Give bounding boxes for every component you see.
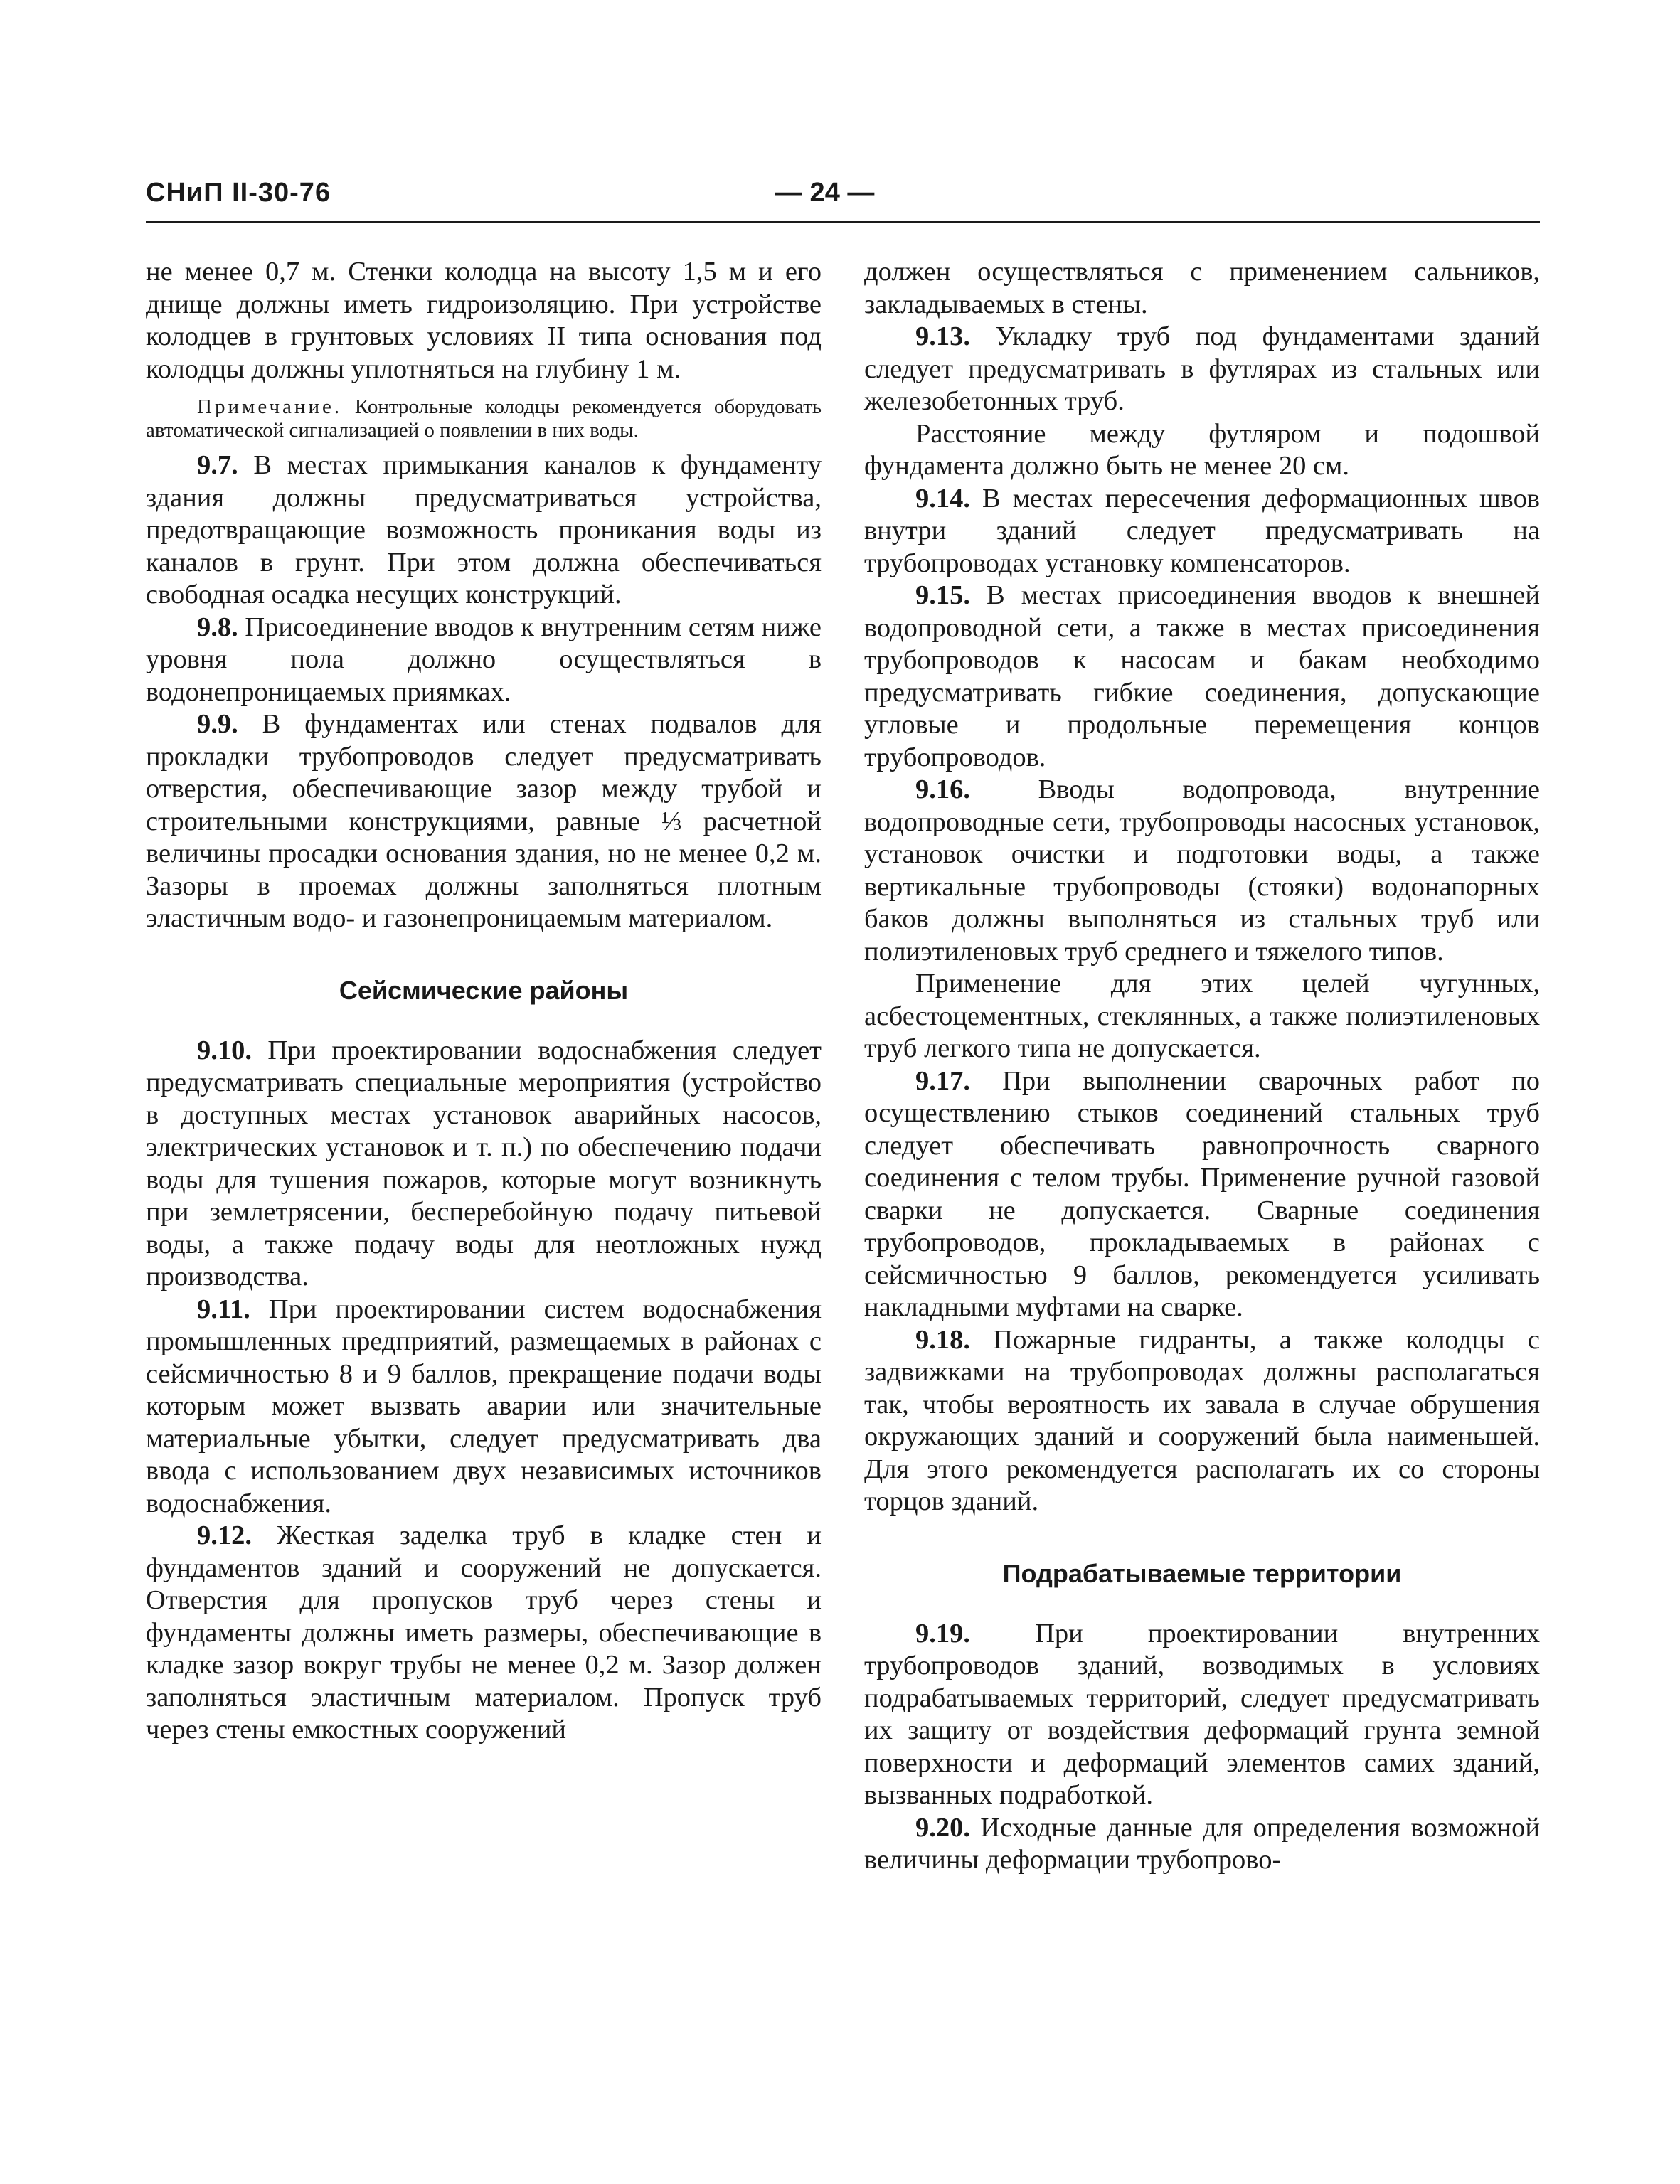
- note: [146, 395, 822, 442]
- clause-text: Присоединение вводов к внутренним сетям ниже уровня пола должно осуществляться в водонепроницаемых приямках.: [146, 612, 822, 707]
- clause-text: Исходные данные для определения возможной величины деформации трубопрово-: [864, 1812, 1540, 1875]
- clause-9-11: [146, 1294, 822, 1520]
- clause-number: 9.15.: [915, 580, 970, 610]
- header-rule: [146, 221, 1540, 223]
- clause-text: При проектировании внутренних трубопроводов зданий, возводимых в условиях подрабатываемых территорий, следует предусматривать их защиту от воздействия деформаций грунта земной поверхности и деформаций элементов самих зданий, вызванных подработкой.: [864, 1618, 1540, 1810]
- clause-9-18: [864, 1324, 1540, 1518]
- clause-9-20: [864, 1812, 1540, 1877]
- clause-text: Вводы водопровода, внутренние водопроводные сети, трубопроводы насосных установок, установок очистки и подготовки воды, а также вертикальные трубопроводы (стояки) водонапорных баков должны выполняться из стальных труб или полиэтиленовых труб среднего и тяжелого типов.: [864, 774, 1540, 966]
- document-code: СНиП II-30-76: [146, 178, 331, 208]
- clause-text: При выполнении сварочных работ по осуществлению стыков соединений стальных труб следует обеспечивать равнопрочность сварного соединения с телом трубы. Применение ручной газовой сварки не допускается. Сварные соединения трубопроводов, прокладываемых в районах с сейсмичностью 9 баллов, рекомендуется усиливать накладными муфтами на сварке.: [864, 1065, 1540, 1322]
- clause-number: 9.9.: [197, 709, 238, 739]
- clause-number: 9.12.: [197, 1520, 252, 1550]
- clause-number: 9.14.: [915, 483, 970, 513]
- clause-9-16: [864, 774, 1540, 968]
- page-number: — 24 —: [775, 178, 875, 208]
- clause-text: В фундаментах или стенах подвалов для прокладки трубопроводов следует предусматривать отверстия, обеспечивающие зазор между трубой и строительными конструкциями, равные ⅓ расчетной величины просадки основания здания, но не менее 0,2 м. Зазоры в проемах должны заполняться плотным эластичным водо- и газонепроницаемым материалом.: [146, 709, 822, 933]
- note-text: Контрольные колодцы рекомендуется оборудовать автоматической сигнализацией о появлении в них воды.: [146, 395, 822, 442]
- clause-number: 9.11.: [197, 1294, 250, 1324]
- clause-9-13: [864, 321, 1540, 418]
- clause-text: В местах примыкания каналов к фундаменту здания должны предусматриваться устройства, предотвращающие возможность проникания воды из каналов в грунт. При этом должна обеспечиваться свободная осадка несущих конструкций.: [146, 450, 822, 609]
- clause-text: В местах присоединения вводов к внешней водопроводной сети, а также в местах присоединения трубопроводов к насосам и бакам необходимо предусматривать гибкие соединения, допускающие угловые и продольные перемещения концов трубопроводов.: [864, 580, 1540, 772]
- clause-9-8: [146, 612, 822, 709]
- clause-number: 9.18.: [915, 1324, 970, 1355]
- clause-9-15: [864, 580, 1540, 774]
- section-heading-seismic: Сейсмические районы: [339, 975, 629, 1005]
- clause-number: 9.19.: [915, 1618, 970, 1648]
- clause-number: 9.8.: [197, 612, 238, 642]
- paragraph-continuation: должен осуществляться с применением сальников, закладываемых в стены.: [864, 257, 1540, 319]
- clause-text: При проектировании водоснабжения следует предусматривать специальные мероприятия (устройство в доступных местах установок аварийных насосов, электрических установок и т. п.) по обеспечению подачи воды для тушения пожаров, которые могут возникнуть при землетрясении, бесперебойную подачу питьевой воды, а также подачу воды для неотложных нужд производства.: [146, 1035, 822, 1291]
- page-header: [146, 178, 1540, 218]
- clause-number: 9.7.: [197, 450, 238, 480]
- clause-text: Жесткая заделка труб в кладке стен и фундаментов зданий и сооружений не допускается. Отверстия для пропусков труб через стены и фундаменты должны иметь размеры, обеспечивающие в кладке зазор вокруг трубы не менее 0,2 м. Зазор должен заполняться эластичным материалом. Пропуск труб через стены емкостных сооружений: [146, 1520, 822, 1744]
- note-label: Примечание.: [197, 395, 343, 418]
- clause-number: 9.13.: [915, 321, 970, 351]
- clause-9-14: [864, 483, 1540, 580]
- section-heading-undermined: Подрабатываемые территории: [1002, 1558, 1402, 1588]
- clause-number: 9.10.: [197, 1035, 252, 1065]
- paragraph-intro: не менее 0,7 м. Стенки колодца на высоту 1,5 м и его днище должны иметь гидроизоляцию. При устройстве колодцев в грунтовых условиях II типа основания под колодцы должны уплотняться на глубину 1 м.: [146, 257, 822, 384]
- clause-number: 9.20.: [915, 1812, 970, 1843]
- clause-9-16-continued: Применение для этих целей чугунных, асбестоцементных, стеклянных, а также полиэтиленовых труб легкого типа не допускается.: [864, 969, 1540, 1063]
- clause-9-9: [146, 708, 822, 935]
- clause-9-13-continued: Расстояние между футляром и подошвой фундамента должно быть не менее 20 см.: [864, 418, 1540, 481]
- clause-9-10: [146, 1035, 822, 1294]
- right-column: [864, 256, 1540, 1877]
- clause-9-19: [864, 1618, 1540, 1812]
- left-column: [146, 256, 822, 1747]
- clause-9-17: [864, 1065, 1540, 1324]
- clause-9-7: [146, 449, 822, 612]
- clause-text: В местах пересечения деформационных швов внутри зданий следует предусматривать на трубопроводах установку компенсаторов.: [864, 483, 1540, 578]
- clause-text: При проектировании систем водоснабжения промышленных предприятий, размещаемых в районах с сейсмичностью 8 и 9 баллов, прекращение подачи воды которым может вызвать аварии или значительные материальные убытки, следует предусматривать два ввода с использованием двух независимых источников водоснабжения.: [146, 1294, 822, 1518]
- clause-text: Пожарные гидранты, а также колодцы с задвижками на трубопроводах должны располагаться так, чтобы вероятность их завала в случае обрушения окружающих зданий и сооружений была наименьшей. Для этого рекомендуется располагать их со стороны торцов зданий.: [864, 1324, 1540, 1516]
- clause-number: 9.17.: [915, 1065, 970, 1096]
- clause-text: Укладку труб под фундаментами зданий следует предусматривать в футлярах из стальных или железобетонных труб.: [864, 321, 1540, 416]
- clause-number: 9.16.: [915, 774, 970, 804]
- clause-9-12: [146, 1520, 822, 1747]
